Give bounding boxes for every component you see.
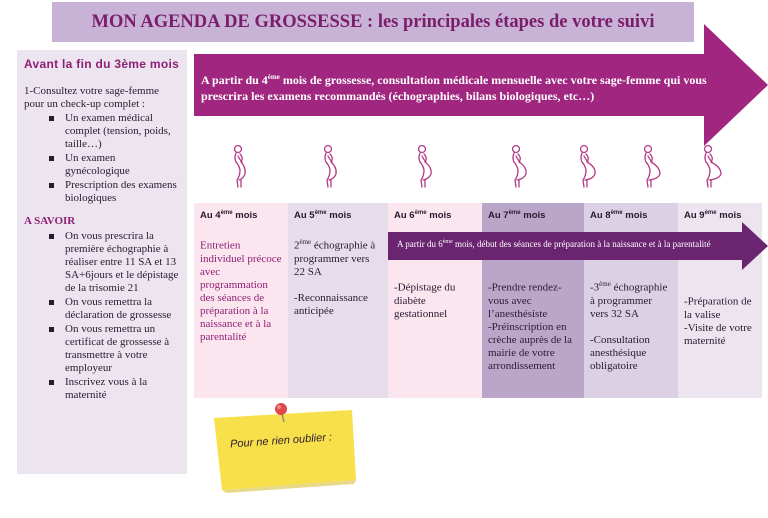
pregnant-woman-icon	[636, 144, 666, 188]
sticky-note-text: Pour ne rien oublier :	[229, 431, 333, 451]
month-8-body: -3ème échographie à programmer vers 32 SA -Consultation anesthésique obligatoire	[590, 280, 668, 372]
savoir-list	[24, 230, 181, 402]
month-5-heading: Au 5ème mois	[294, 210, 352, 222]
month-4-body: Entretien individuel précoce avec programmation des séances de préparation à la naissance et à la parentalité	[200, 239, 282, 343]
preparation-sessions-text: A partir du 6ème mois, début des séances de préparation à la naissance et à la parentalité	[397, 239, 711, 249]
list-item: Prescription des examens biologiques	[24, 179, 181, 205]
month-9-body: -Préparation de la valise -Visite de votre maternité	[684, 295, 752, 347]
pregnant-woman-icon	[316, 144, 346, 188]
pregnancy-icons-row	[194, 144, 768, 190]
month-6-body: -Dépistage du diabète gestationnel	[394, 281, 456, 320]
pregnant-woman-icon	[572, 144, 602, 188]
pregnant-woman-icon	[410, 144, 440, 188]
month-7-heading: Au 7ème mois	[488, 210, 546, 222]
first-trimester-heading: Avant la fin du 3ème mois	[24, 57, 180, 71]
month-4-heading: Au 4ème mois	[200, 210, 258, 222]
list-item: Inscrivez vous à la maternité	[24, 376, 181, 402]
list-item: On vous prescrira la première échographie à réaliser entre 11 SA et 13 SA+6jours et le dépistage de la trisomie 21	[24, 230, 181, 295]
sticky-note	[200, 400, 370, 500]
month-6-heading: Au 6ème mois	[394, 210, 452, 222]
pregnant-woman-icon	[504, 144, 534, 188]
checkup-intro: 1-Consultez votre sage-femme pour un check-up complet :	[24, 85, 160, 110]
pregnant-woman-icon	[696, 144, 726, 188]
list-item: Un examen médical complet (tension, poids, taille…)	[24, 112, 181, 151]
list-item: On vous remettra un certificat de grossesse à transmettre à votre employeur	[24, 323, 181, 375]
list-item: Un examen gynécologique	[24, 152, 181, 178]
page-title: MON AGENDA DE GROSSESSE : les principales étapes de votre suivi	[91, 11, 655, 32]
savoir-heading: A SAVOIR	[24, 215, 76, 227]
first-trimester-panel	[17, 50, 187, 474]
month-4-column	[194, 203, 288, 398]
month-5-body: 2ème échographie à programmer vers 22 SA -Reconnaissance anticipée	[294, 238, 376, 317]
month-5-column	[288, 203, 388, 398]
month-9-heading: Au 9ème mois	[684, 210, 742, 222]
list-item: On vous remettra la déclaration de grossesse	[24, 296, 181, 322]
month-8-heading: Au 8ème mois	[590, 210, 648, 222]
month-7-body: -Prendre rendez-vous avec l’anesthésiste -Préinscription en crèche auprès de la mairie de votre arrondissement	[488, 281, 572, 372]
pregnant-woman-icon	[226, 144, 256, 188]
checkup-list	[24, 112, 181, 205]
monthly-consultation-text: A partir du 4ème mois de grossesse, consultation médicale mensuelle avec votre sage-femme qui vous prescrira les examens recommandés (échographies, bilans biologiques, etc…)	[201, 73, 707, 103]
